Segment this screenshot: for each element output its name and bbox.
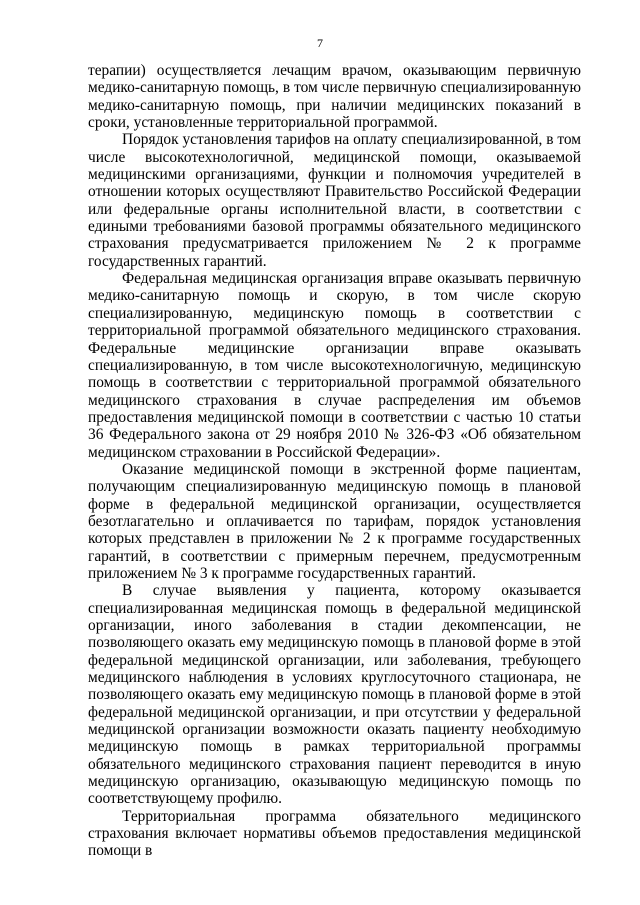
- paragraph: Порядок установления тарифов на оплату специализированной, в том числе высокотехнологичной, медицинской помощи, оказываемой медицинскими организациями, функции и полномочия учредителей в отношении которых осуществляют Правительство Российской Федерации или федеральные органы исполнительной власти, в соответствии с едиными требованиями базовой программы обязательного медицинского страхования предусматривается приложением № 2 к программе государственных гарантий.: [88, 131, 581, 270]
- document-body: [88, 62, 581, 860]
- paragraph: Территориальная программа обязательного медицинского страхования включает нормативы объемов предоставления медицинской помощи в: [88, 807, 581, 860]
- paragraph: Оказание медицинской помощи в экстренной форме пациентам, получающим специализированную медицинскую помощь в плановой форме в федеральной медицинской организации, осуществляется безотлагательно и оплачивается по тарифам, порядок установления которых представлен в приложении № 2 к программе государственных гарантий, в соответствии с примерным перечнем, предусмотренным приложением № 3 к программе государственных гарантий.: [88, 460, 581, 582]
- paragraph: В случае выявления у пациента, которому оказывается специализированная медицинская помощь в федеральной медицинской организации, иного заболевания в стадии декомпенсации, не позволяющего оказать ему медицинскую помощь в плановой форме в этой федеральной медицинской организации, или заболевания, требующего медицинского наблюдения в условиях круглосуточного стационара, не позволяющего оказать ему медицинскую помощь в плановой форме в этой федеральной медицинской организации, и при отсутствии у федеральной медицинской организации возможности оказать пациенту необходимую медицинскую помощь в рамках территориальной программы обязательного медицинского страхования пациент переводится в иную медицинскую организацию, оказывающую медицинскую помощь по соответствующему профилю.: [88, 582, 581, 808]
- paragraph: Федеральная медицинская организация вправе оказывать первичную медико-санитарную помощь и скорую, в том числе скорую специализированную, медицинскую помощь в соответствии с территориальной программой обязательного медицинского страхования. Федеральные медицинские организации вправе оказывать специализированную, в том числе высокотехнологичную, медицинскую помощь в соответствии с территориальной программой обязательного медицинского страхования в случае распределения им объемов предоставления медицинской помощи в соответствии с частью 10 статьи 36 Федерального закона от 29 ноября 2010 № 326-ФЗ «Об обязательном медицинском страховании в Российской Федерации».: [88, 270, 581, 461]
- page-number: 7: [317, 36, 323, 50]
- paragraph: терапии) осуществляется лечащим врачом, оказывающим первичную медико-санитарную помощь, в том числе первичную специализированную медико-санитарную помощь, при наличии медицинских показаний в сроки, установленные территориальной программой.: [88, 62, 581, 132]
